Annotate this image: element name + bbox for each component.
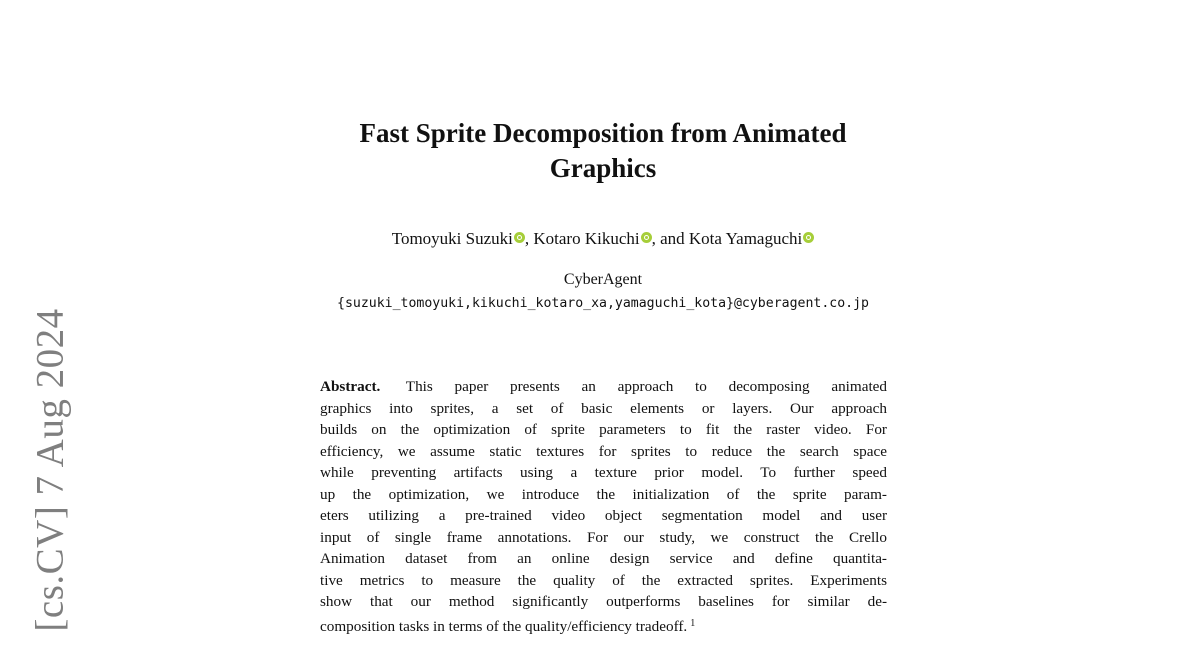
abstract-line: while preventing artifacts using a texture prior model. To further speed: [320, 464, 887, 481]
abstract-text: composition tasks in terms of the quality/efficiency tradeoff.: [320, 617, 688, 635]
abstract-label: Abstract.: [320, 378, 381, 395]
paper-title: [300, 116, 906, 186]
author-separator: ,: [524, 229, 534, 248]
abstract-line: [320, 613, 887, 635]
footnote-link[interactable]: 1: [690, 617, 696, 629]
orcid-icon[interactable]: [641, 232, 652, 243]
author-separator: , and: [651, 229, 689, 248]
abstract-line: eters utilizing a pre-trained video object segmentation model and user: [320, 507, 887, 524]
title-line-1: Fast Sprite Decomposition from Animated: [359, 118, 847, 148]
author-name: Tomoyuki Suzuki: [391, 229, 513, 248]
abstract-line: builds on the optimization of sprite parameters to fit the raster video. For: [320, 421, 887, 438]
affiliation: CyberAgent: [563, 271, 643, 288]
abstract-line: show that our method significantly outperforms baselines for similar de-: [320, 593, 887, 610]
abstract-line: graphics into sprites, a set of basic elements or layers. Our approach: [320, 399, 887, 417]
orcid-icon[interactable]: [514, 232, 525, 243]
author-name: Kota Yamaguchi: [688, 229, 803, 248]
author-name: Kotaro Kikuchi: [533, 229, 640, 248]
abstract-line: Animation dataset from an online design service and define quantita-: [320, 550, 887, 567]
abstract-line: efficiency, we assume static textures for sprites to reduce the search space: [320, 442, 887, 460]
orcid-icon[interactable]: [803, 232, 814, 243]
author-emails: {suzuki_tomoyuki,kikuchi_kotaro_xa,yamaguchi_kota}@cyberagent.co.jp: [337, 296, 869, 311]
abstract-line: up the optimization, we introduce the initialization of the sprite param-: [320, 485, 887, 503]
abstract: [320, 376, 887, 634]
title-line-2: Graphics: [549, 153, 657, 183]
abstract-line: tive metrics to measure the quality of the extracted sprites. Experiments: [320, 571, 887, 589]
author-list: [300, 228, 906, 250]
abstract-text: This paper presents an approach to decomposing animated: [405, 378, 887, 395]
abstract-line: [320, 376, 887, 398]
arxiv-stamp: [cs.CV] 7 Aug 2024: [28, 308, 72, 632]
abstract-line: input of single frame annotations. For our study, we construct the Crello: [320, 528, 887, 546]
